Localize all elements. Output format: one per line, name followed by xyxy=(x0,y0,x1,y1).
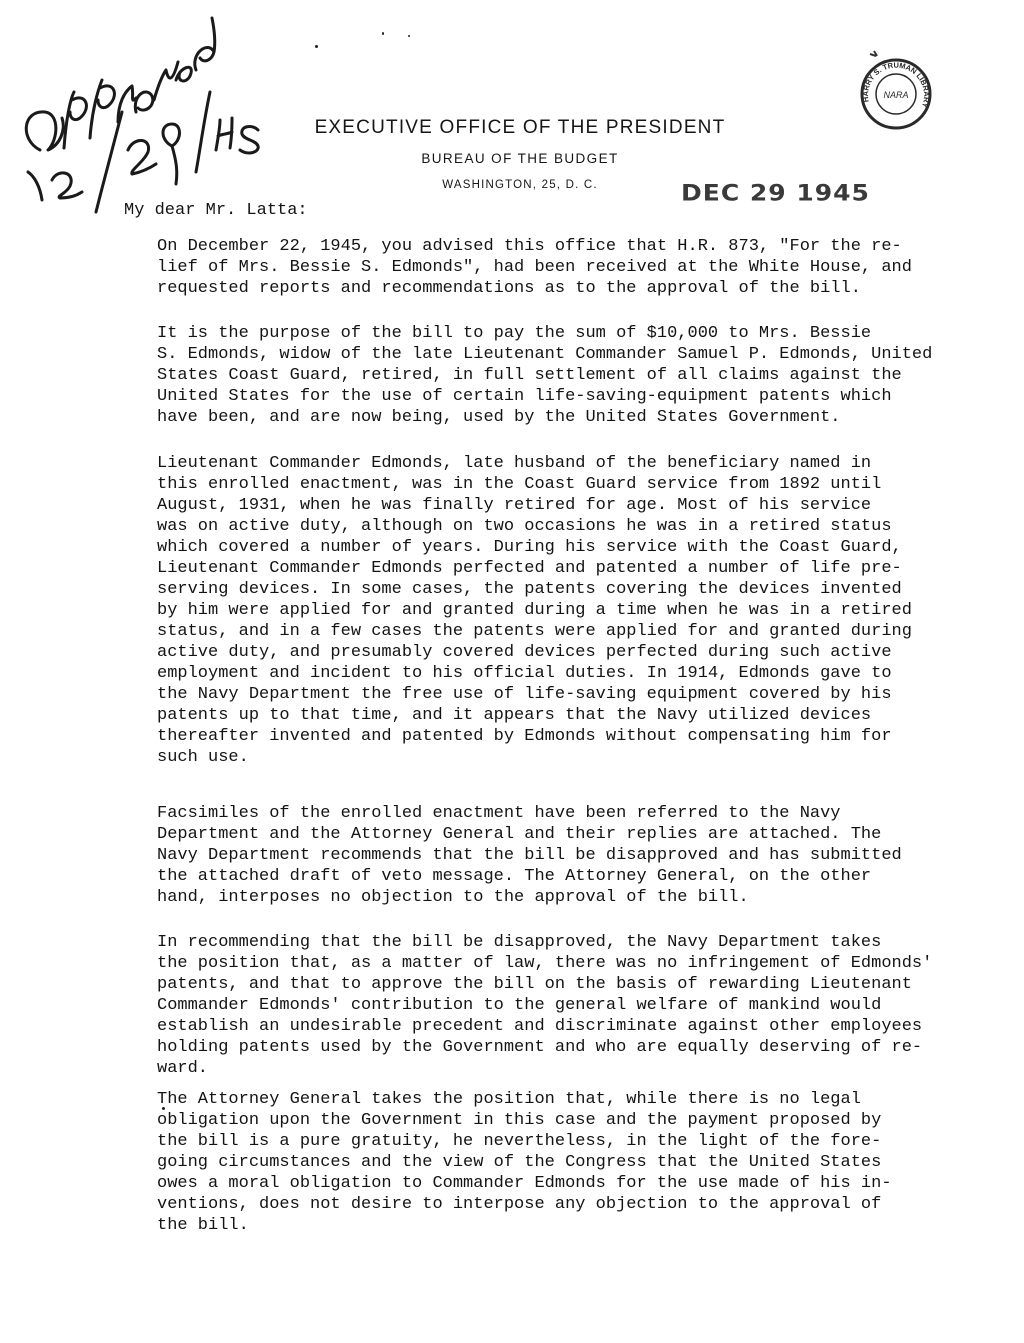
paragraph-line: ventions, does not desire to interpose any objection to the approval of xyxy=(157,1195,882,1214)
paragraph-line: Lieutenant Commander Edmonds, late husband of the beneficiary named in xyxy=(157,454,872,473)
paragraph-line: the Navy Department the free use of life-saving equipment covered by his xyxy=(157,685,892,704)
paragraph-line: In recommending that the bill be disapproved, the Navy Department takes xyxy=(157,933,882,952)
paragraph-line: going circumstances and the view of the Congress that the United States xyxy=(157,1153,882,1172)
paragraph-line: It is the purpose of the bill to pay the sum of $10,000 to Mrs. Bessie xyxy=(157,324,872,343)
paragraph-line: patents, and that to approve the bill on the basis of rewarding Lieutenant xyxy=(157,975,912,994)
svg-text:HARRY S. TRUMAN LIBRARY: HARRY S. TRUMAN LIBRARY xyxy=(860,60,932,109)
handwritten-approval-note xyxy=(0,0,300,230)
paragraph-line: this enrolled enactment, was in the Coast Guard service from 1892 until xyxy=(157,475,882,494)
paragraph-line: the bill. xyxy=(157,1216,249,1235)
paragraph-line: active duty, and presumably covered devices perfected during such active xyxy=(157,643,892,662)
paragraph-line: States Coast Guard, retired, in full settlement of all claims against the xyxy=(157,366,902,385)
svg-text:NARA: NARA xyxy=(883,90,909,100)
paragraph-line: obligation upon the Government in this case and the payment proposed by xyxy=(157,1111,882,1130)
scan-speck xyxy=(408,35,410,37)
paragraph-line: the bill is a pure gratuity, he nevertheless, in the light of the fore- xyxy=(157,1132,882,1151)
paragraph-line: owes a moral obligation to Commander Edmonds for the use made of his in- xyxy=(157,1174,892,1193)
letterhead-bureau: BUREAU OF THE BUDGET xyxy=(421,151,619,166)
paragraph-line: employment and incident to his official duties. In 1914, Edmonds gave to xyxy=(157,664,892,683)
paragraph-line: such use. xyxy=(157,748,249,767)
paragraph-line: serving devices. In some cases, the patents covering the devices invented xyxy=(157,580,902,599)
paragraph-line: have been, and are now being, used by the United States Government. xyxy=(157,408,841,427)
paragraph xyxy=(157,236,912,299)
paragraph xyxy=(157,453,912,768)
paragraph-line: the position that, as a matter of law, there was no infringement of Edmonds' xyxy=(157,954,933,973)
date-stamp: DEC 29 1945 xyxy=(681,180,870,207)
paragraph xyxy=(157,323,932,428)
paragraph-line: thereafter invented and patented by Edmonds without compensating him for xyxy=(157,727,892,746)
paragraph-line: Lieutenant Commander Edmonds perfected and patented a number of life pre- xyxy=(157,559,902,578)
paragraph-line: The Attorney General takes the position that, while there is no legal xyxy=(157,1090,861,1109)
paragraph-line: hand, interposes no objection to the approval of the bill. xyxy=(157,888,749,907)
letterhead-address: WASHINGTON, 25, D. C. xyxy=(442,179,598,191)
paragraph xyxy=(157,1089,892,1236)
paragraph xyxy=(157,932,932,1079)
paragraph-line: holding patents used by the Government and who are equally deserving of re- xyxy=(157,1038,923,1057)
paragraph-line: status, and in a few cases the patents were applied for and granted during xyxy=(157,622,912,641)
paragraph-line: S. Edmonds, widow of the late Lieutenant Commander Samuel P. Edmonds, United xyxy=(157,345,933,364)
paragraph-line: the attached draft of veto message. The Attorney General, on the other xyxy=(157,867,872,886)
salutation: My dear Mr. Latta: xyxy=(124,201,308,220)
paragraph-line: Commander Edmonds' contribution to the general welfare of mankind would xyxy=(157,996,882,1015)
paragraph-line: Navy Department recommends that the bill be disapproved and has submitted xyxy=(157,846,902,865)
paragraph-line: establish an undesirable precedent and discriminate against other employees xyxy=(157,1017,923,1036)
paragraph-line: by him were applied for and granted during a time when he was in a retired xyxy=(157,601,912,620)
letterhead-office: EXECUTIVE OFFICE OF THE PRESIDENT xyxy=(314,117,726,138)
paragraph-line: which covered a number of years. During his service with the Coast Guard, xyxy=(157,538,902,557)
paragraph-line: United States for the use of certain life-saving-equipment patents which xyxy=(157,387,892,406)
paragraph-line: Facsimiles of the enrolled enactment have been referred to the Navy xyxy=(157,804,841,823)
paragraph-line: was on active duty, although on two occasions he was in a retired status xyxy=(157,517,892,536)
paragraph-line: On December 22, 1945, you advised this office that H.R. 873, "For the re- xyxy=(157,237,902,256)
scan-speck xyxy=(315,45,318,48)
paragraph-line: patents up to that time, and it appears that the Navy utilized devices xyxy=(157,706,872,725)
scan-speck xyxy=(382,32,384,35)
paragraph-line: lief of Mrs. Bessie S. Edmonds", had been received at the White House, and xyxy=(157,258,912,277)
paragraph-line: ward. xyxy=(157,1059,209,1078)
paragraph-line: Department and the Attorney General and their replies are attached. The xyxy=(157,825,882,844)
paragraph-line: requested reports and recommendations as to the approval of the bill. xyxy=(157,279,861,298)
paragraph-line: August, 1931, when he was finally retired for age. Most of his service xyxy=(157,496,872,515)
paragraph xyxy=(157,803,902,908)
